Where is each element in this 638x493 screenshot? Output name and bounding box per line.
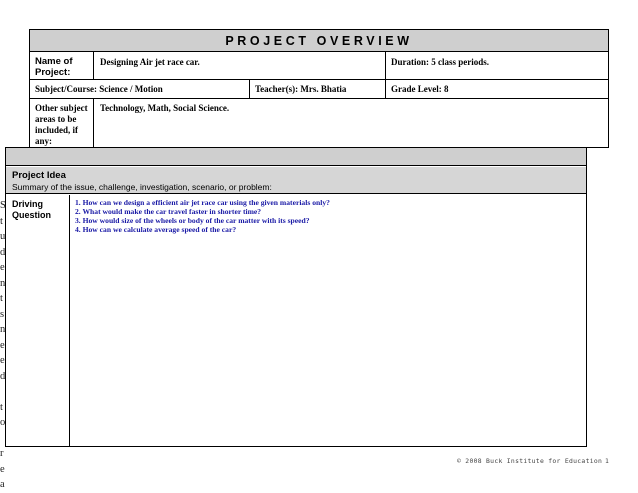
page-number: 1 [605,457,610,465]
question-4: 4. How can we calculate average speed of the car? [75,225,237,234]
subject-value: Subject/Course: Science / Motion [35,84,163,94]
question-3: 3. How would size of the wheels or body of the car matter with its speed? [75,216,310,225]
project-name-value: Designing Air jet race car. [100,57,200,67]
side-letter: a [0,479,5,490]
side-letter: t [0,215,3,227]
side-letters [0,198,8,493]
project-idea-header [6,167,586,194]
project-idea-summary: Summary of the issue, challenge, investigation, scenario, or problem: [12,182,272,192]
side-letter: d [0,370,6,382]
gray-band [6,148,586,166]
page-title: PROJECT OVERVIEW [29,29,609,52]
question-1: 1. How can we design a efficient air jet race car using the given materials only? [75,198,330,207]
side-letter: e [0,355,5,366]
project-idea-section [5,147,587,447]
project-idea-heading: Project Idea [12,170,66,181]
teacher-value: Teacher(s): Mrs. Bhatia [255,84,347,94]
side-letter: S [0,200,6,211]
side-letter [0,431,8,447]
side-letter [0,384,8,400]
side-letter: n [0,277,6,289]
side-letter: e [0,262,5,273]
side-letter: u [0,231,6,242]
duration-value: Duration: 5 class periods. [391,57,490,67]
overview-table [29,51,609,148]
driving-question-list [75,198,575,234]
footer-copyright: © 2008 Buck Institute for Education [457,457,603,465]
side-letter: e [0,463,5,475]
side-letter: e [0,339,5,351]
side-letter: n [0,324,6,335]
side-letter: d [0,246,6,258]
grade-level-value: Grade Level: 8 [391,84,449,94]
other-subjects-label: Other subject areas to be included, if any: [35,103,88,146]
other-subjects-value: Technology, Math, Social Science. [100,103,230,113]
side-letter: t [0,401,3,413]
side-letter: s [0,308,5,320]
side-letter: t [0,293,3,304]
project-name-label: Name of Project: [35,56,73,78]
side-letter: r [0,448,4,459]
side-letter: o [0,417,6,428]
question-2: 2. What would make the car travel faster in shorter time? [75,207,262,216]
driving-question-label: Driving Question [12,199,52,220]
